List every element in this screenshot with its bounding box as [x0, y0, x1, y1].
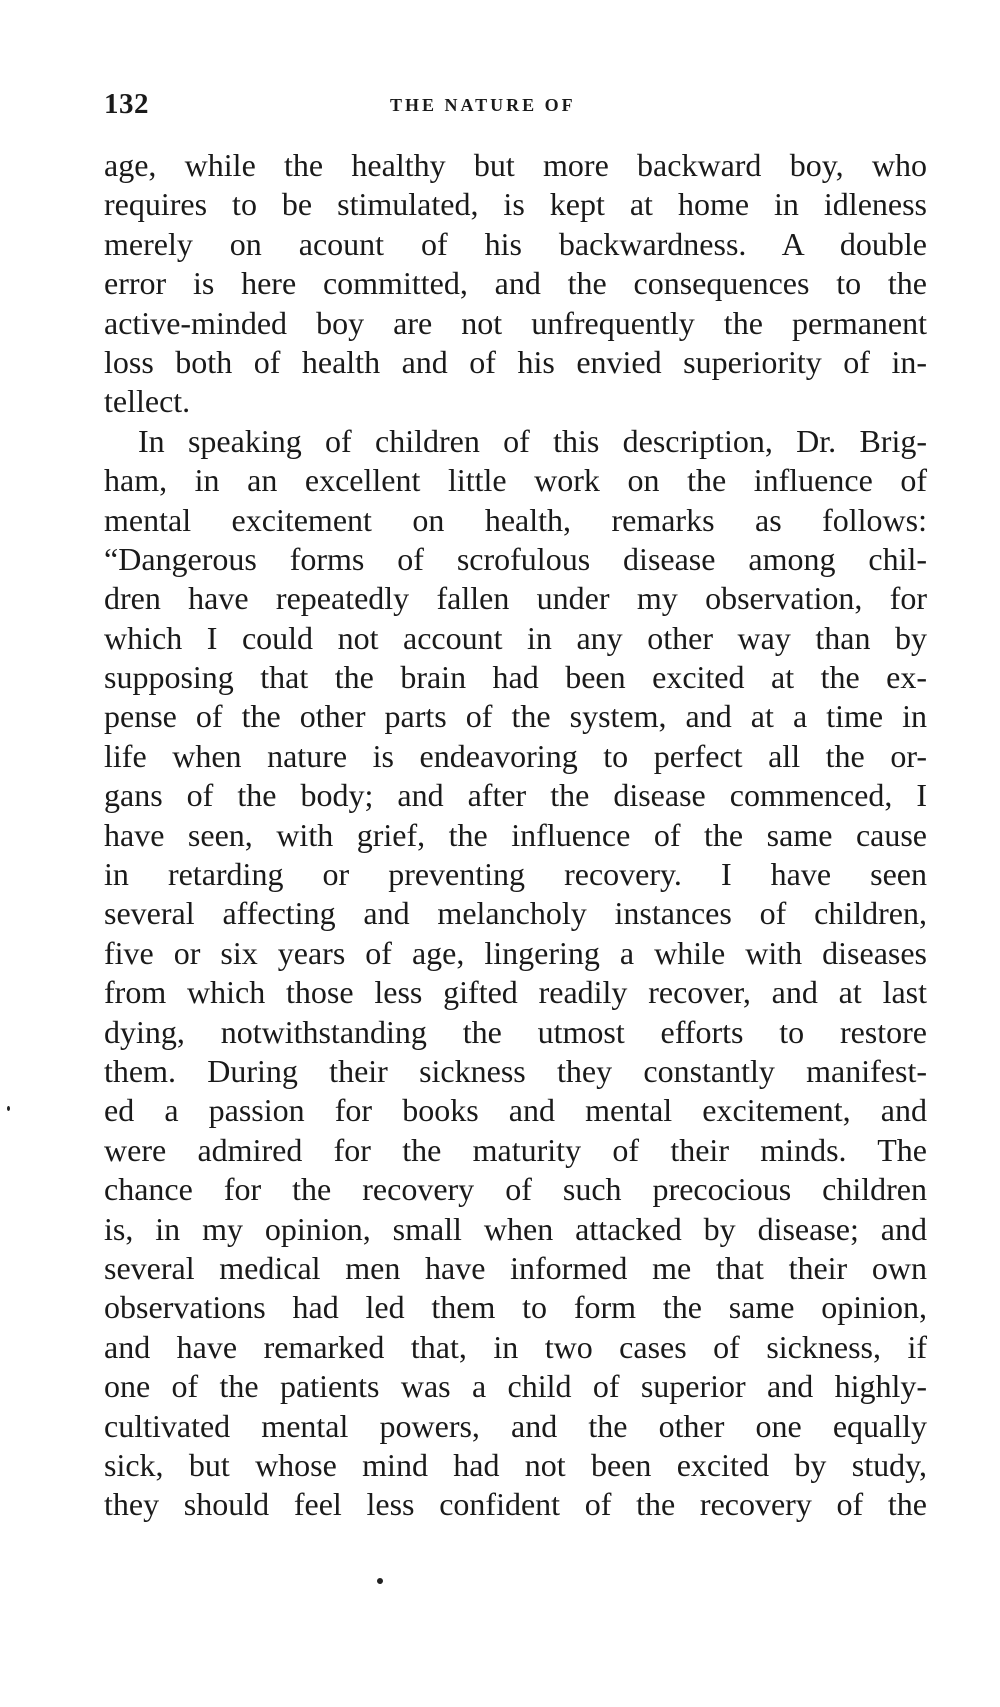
text-line: In speaking of children of this description, Dr. Brig- — [138, 422, 927, 459]
text-line: one of the patients was a child of superior and highly- — [104, 1368, 927, 1405]
page-number: 132 — [104, 88, 149, 120]
text-line: five or six years of age, lingering a while with diseases — [104, 934, 927, 971]
text-line: tellect. — [104, 383, 191, 420]
text-line: ham, in an excellent little work on the influence of — [104, 462, 927, 499]
text-line: error is here committed, and the consequences to the — [104, 265, 927, 302]
text-line: in retarding or preventing recovery. I have seen — [104, 856, 927, 893]
text-line: active-minded boy are not unfrequently the permanent — [104, 304, 927, 341]
text-line: dying, notwithstanding the utmost efforts to restore — [104, 1013, 927, 1050]
text-line: merely on acount of his backwardness. A double — [104, 225, 927, 262]
text-line: sick, but whose mind had not been excited by study, — [104, 1446, 927, 1483]
text-line: ed a passion for books and mental excitement, and — [104, 1092, 927, 1129]
text-line: were admired for the maturity of their minds. The — [104, 1131, 927, 1168]
text-line: gans of the body; and after the disease commenced, I — [104, 777, 927, 814]
text-line: and have remarked that, in two cases of sickness, if — [104, 1328, 927, 1365]
text-line: they should feel less confident of the recovery of the — [104, 1486, 927, 1523]
text-line: is, in my opinion, small when attacked by disease; and — [104, 1210, 927, 1247]
text-line: loss both of health and of his envied superiority of in- — [104, 343, 927, 380]
text-line: them. During their sickness they constantly manifest- — [104, 1052, 927, 1089]
text-line: life when nature is endeavoring to perfect all the or- — [104, 737, 927, 774]
text-line: dren have repeatedly fallen under my observation, for — [104, 580, 927, 617]
page-speck — [377, 1578, 383, 1584]
body-text — [104, 146, 927, 1525]
text-line: cultivated mental powers, and the other one equally — [104, 1407, 927, 1444]
text-line: several affecting and melancholy instances of children, — [104, 895, 927, 932]
text-line: supposing that the brain had been excited at the ex- — [104, 659, 927, 696]
text-line: mental excitement on health, remarks as follows: — [104, 501, 927, 538]
running-head: THE NATURE OF — [390, 95, 576, 115]
text-line: pense of the other parts of the system, and at a time in — [104, 698, 927, 735]
text-line: which I could not account in any other way than by — [104, 619, 927, 656]
text-line: observations had led them to form the same opinion, — [104, 1289, 927, 1326]
text-line: have seen, with grief, the influence of the same cause — [104, 816, 927, 853]
text-line: age, while the healthy but more backward boy, who — [104, 147, 927, 183]
text-line: requires to be stimulated, is kept at home in idleness — [104, 186, 927, 223]
text-line: from which those less gifted readily recover, and at last — [104, 974, 927, 1011]
text-line: “Dangerous forms of scrofulous disease among chil- — [104, 540, 927, 577]
text-line: several medical men have informed me that their own — [104, 1249, 927, 1286]
margin-speck — [7, 1106, 10, 1111]
text-line: chance for the recovery of such precocious children — [104, 1171, 927, 1208]
